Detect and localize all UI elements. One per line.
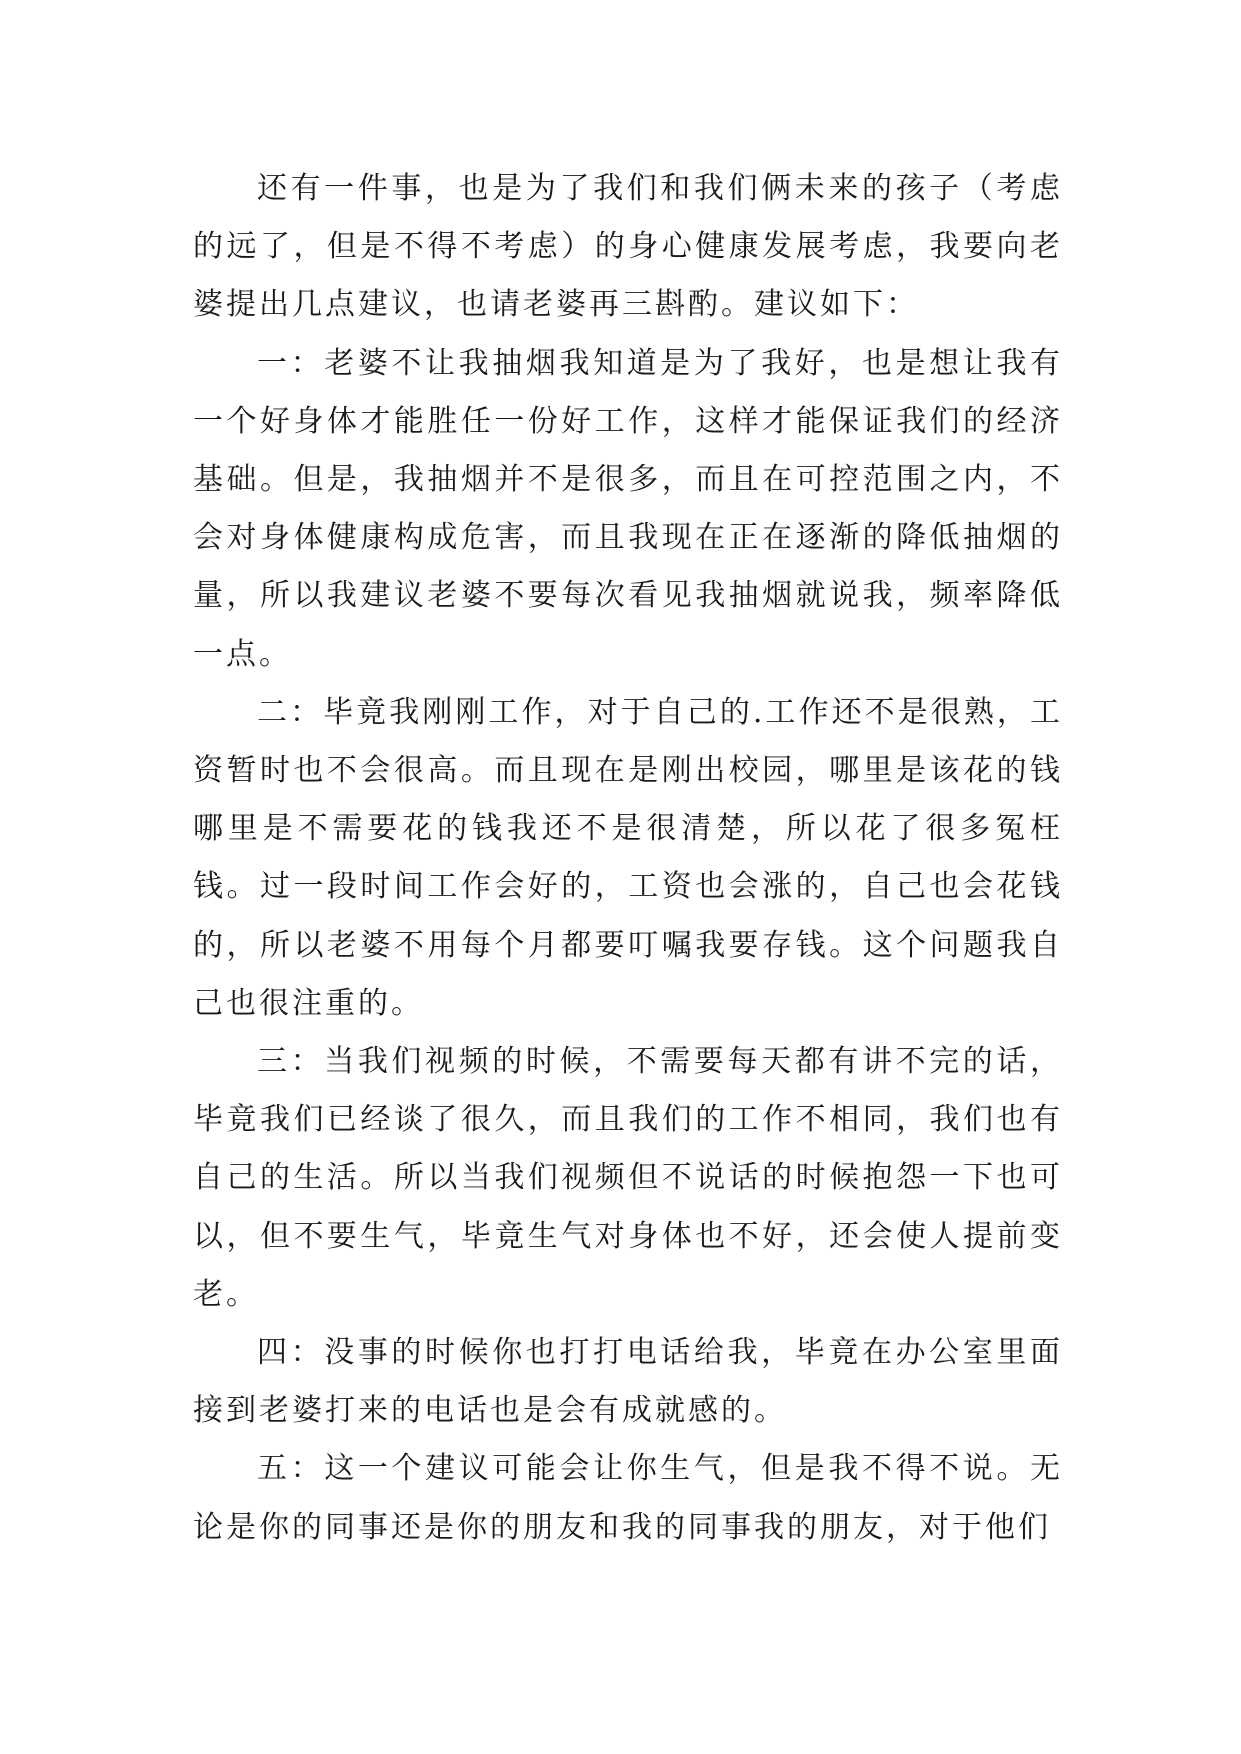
paragraph-suggestion-5: 五：这一个建议可能会让你生气，但是我不得不说。无论是你的同事还是你的朋友和我的同事我的朋友，对于他们: [193, 1451, 1063, 1545]
document-body: [193, 160, 1063, 1557]
paragraph-suggestion-2: 二：毕竟我刚刚工作，对于自己的.工作还不是很熟，工资暂时也不会很高。而且现在是刚出校园，哪里是该花的钱哪里是不需要花的钱我还不是很清楚，所以花了很多冤枉钱。过一段时间工作会好的，工资也会涨的，自己也会花钱的，所以老婆不用每个月都要叮嘱我要存钱。这个问题我自己也很注重的。: [193, 694, 1063, 1021]
paragraph-intro: 还有一件事，也是为了我们和我们俩未来的孩子（考虑的远了，但是不得不考虑）的身心健康发展考虑，我要向老婆提出几点建议，也请老婆再三斟酌。建议如下：: [193, 171, 1063, 323]
paragraph-suggestion-1: 一：老婆不让我抽烟我知道是为了我好，也是想让我有一个好身体才能胜任一份好工作，这样才能保证我们的经济基础。但是，我抽烟并不是很多，而且在可控范围之内，不会对身体健康构成危害，而且我现在正在逐渐的降低抽烟的量，所以我建议老婆不要每次看见我抽烟就说我，频率降低一点。: [193, 345, 1063, 672]
paragraph-suggestion-4: 四：没事的时候你也打打电话给我，毕竟在办公室里面接到老婆打来的电话也是会有成就感的。: [193, 1335, 1063, 1429]
paragraph-suggestion-3: 三：当我们视频的时候，不需要每天都有讲不完的话，毕竟我们已经谈了很久，而且我们的工作不相同，我们也有自己的生活。所以当我们视频但不说话的时候抱怨一下也可以，但不要生气，毕竟生气对身体也不好，还会使人提前变老。: [193, 1044, 1063, 1312]
